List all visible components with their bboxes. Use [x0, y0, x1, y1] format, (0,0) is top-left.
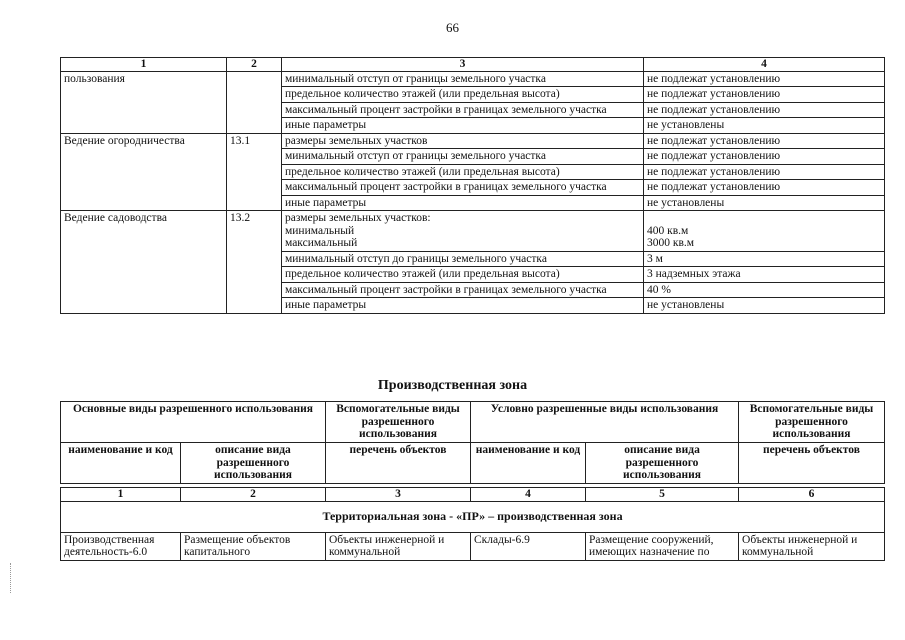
parameter-value: 3 м [644, 251, 885, 267]
value-line: 400 кв.м [647, 224, 689, 237]
column-numbers-row [61, 488, 885, 502]
parameter-value: 40 % [644, 282, 885, 298]
parameter-value: не подлежат установлению [644, 133, 885, 149]
column-number: 4 [471, 488, 586, 502]
section-title: Производственная зона [377, 378, 528, 393]
column-number: 5 [586, 488, 739, 502]
use-type-name: Ведение садоводства [61, 211, 227, 314]
use-type-name: Ведение огородничества [61, 133, 227, 211]
parameter-name: минимальный отступ до границы земельного участка [282, 251, 644, 267]
parameter-name: минимальный отступ от границы земельного участка [282, 71, 644, 87]
column-number: 3 [282, 58, 644, 72]
column-number: 6 [739, 488, 885, 502]
parameter-value: не подлежат установлению [644, 87, 885, 103]
column-group-header: Вспомогательные виды разрешенного использования [739, 402, 885, 443]
parameter-value: не установлены [644, 298, 885, 314]
parameter-line: размеры земельных участков: [285, 212, 431, 224]
column-header: наименование и код [61, 443, 181, 484]
parameter-name: размеры земельных участков [282, 133, 644, 149]
top-header-row [61, 402, 885, 443]
table-row [61, 532, 885, 560]
parameter-value: не установлены [644, 118, 885, 134]
parameter-name: предельное количество этажей (или предельная высота) [282, 267, 644, 283]
parameter-name: максимальный процент застройки в границах земельного участка [282, 180, 644, 196]
column-number: 1 [61, 488, 181, 502]
column-header: описание вида разрешенного использования [181, 443, 326, 484]
parameter-name: максимальный процент застройки в границах земельного участка [282, 282, 644, 298]
parameter-value: не подлежат установлению [644, 149, 885, 165]
parameter-value: не подлежат установлению [644, 164, 885, 180]
column-header: перечень объектов [739, 443, 885, 484]
zone-title: Территориальная зона - «ПР» – производственная зона [61, 501, 885, 532]
parameter-value: не подлежат установлению [644, 102, 885, 118]
table-cell: Объекты инженерной и коммунальной [739, 532, 885, 560]
table-cell: Производственная деятельность-6.0 [61, 532, 181, 560]
table-cell: Размещение сооружений, имеющих назначение по [586, 532, 739, 560]
column-number: 2 [181, 488, 326, 502]
parameter-value [644, 211, 885, 252]
parameter-name: предельное количество этажей (или предельная высота) [282, 87, 644, 103]
parameter-name [282, 211, 644, 252]
sub-header-row [61, 443, 885, 484]
column-header: наименование и код [471, 443, 586, 484]
zone-table [60, 401, 885, 561]
table-header-row [61, 58, 885, 72]
column-number: 4 [644, 58, 885, 72]
parameter-value: 3 надземных этажа [644, 267, 885, 283]
parameter-line: максимальный [285, 237, 358, 249]
column-group-header: Вспомогательные виды разрешенного использования [326, 402, 471, 443]
parameter-name: предельное количество этажей (или предельная высота) [282, 164, 644, 180]
column-number: 3 [326, 488, 471, 502]
parameter-value: не подлежат установлению [644, 71, 885, 87]
column-number: 2 [227, 58, 282, 72]
parameter-name: минимальный отступ от границы земельного участка [282, 149, 644, 165]
parameter-line: минимальный [285, 224, 355, 237]
parameter-name: иные параметры [282, 195, 644, 211]
use-type-code: 13.2 [227, 211, 282, 314]
parameter-value: не установлены [644, 195, 885, 211]
value-line: 3000 кв.м [647, 237, 695, 249]
margin-mark [10, 563, 13, 593]
page-number: 66 [446, 20, 459, 35]
parameter-value: не подлежат установлению [644, 180, 885, 196]
table-row [61, 133, 885, 149]
parameters-table [60, 57, 885, 314]
table-cell: Объекты инженерной и коммунальной [326, 532, 471, 560]
use-type-name: пользования [61, 71, 227, 133]
column-group-header: Условно разрешенные виды использования [471, 402, 739, 443]
column-header: описание вида разрешенного использования [586, 443, 739, 484]
parameter-name: иные параметры [282, 118, 644, 134]
table-row [61, 71, 885, 87]
use-type-code [227, 71, 282, 133]
column-header: перечень объектов [326, 443, 471, 484]
column-number: 1 [61, 58, 227, 72]
parameter-name: иные параметры [282, 298, 644, 314]
table-cell: Склады-6.9 [471, 532, 586, 560]
table-row [61, 211, 885, 252]
table-cell: Размещение объектов капитального [181, 532, 326, 560]
use-type-code: 13.1 [227, 133, 282, 211]
column-group-header: Основные виды разрешенного использования [61, 402, 326, 443]
parameter-name: максимальный процент застройки в границах земельного участка [282, 102, 644, 118]
zone-title-row [61, 501, 885, 532]
